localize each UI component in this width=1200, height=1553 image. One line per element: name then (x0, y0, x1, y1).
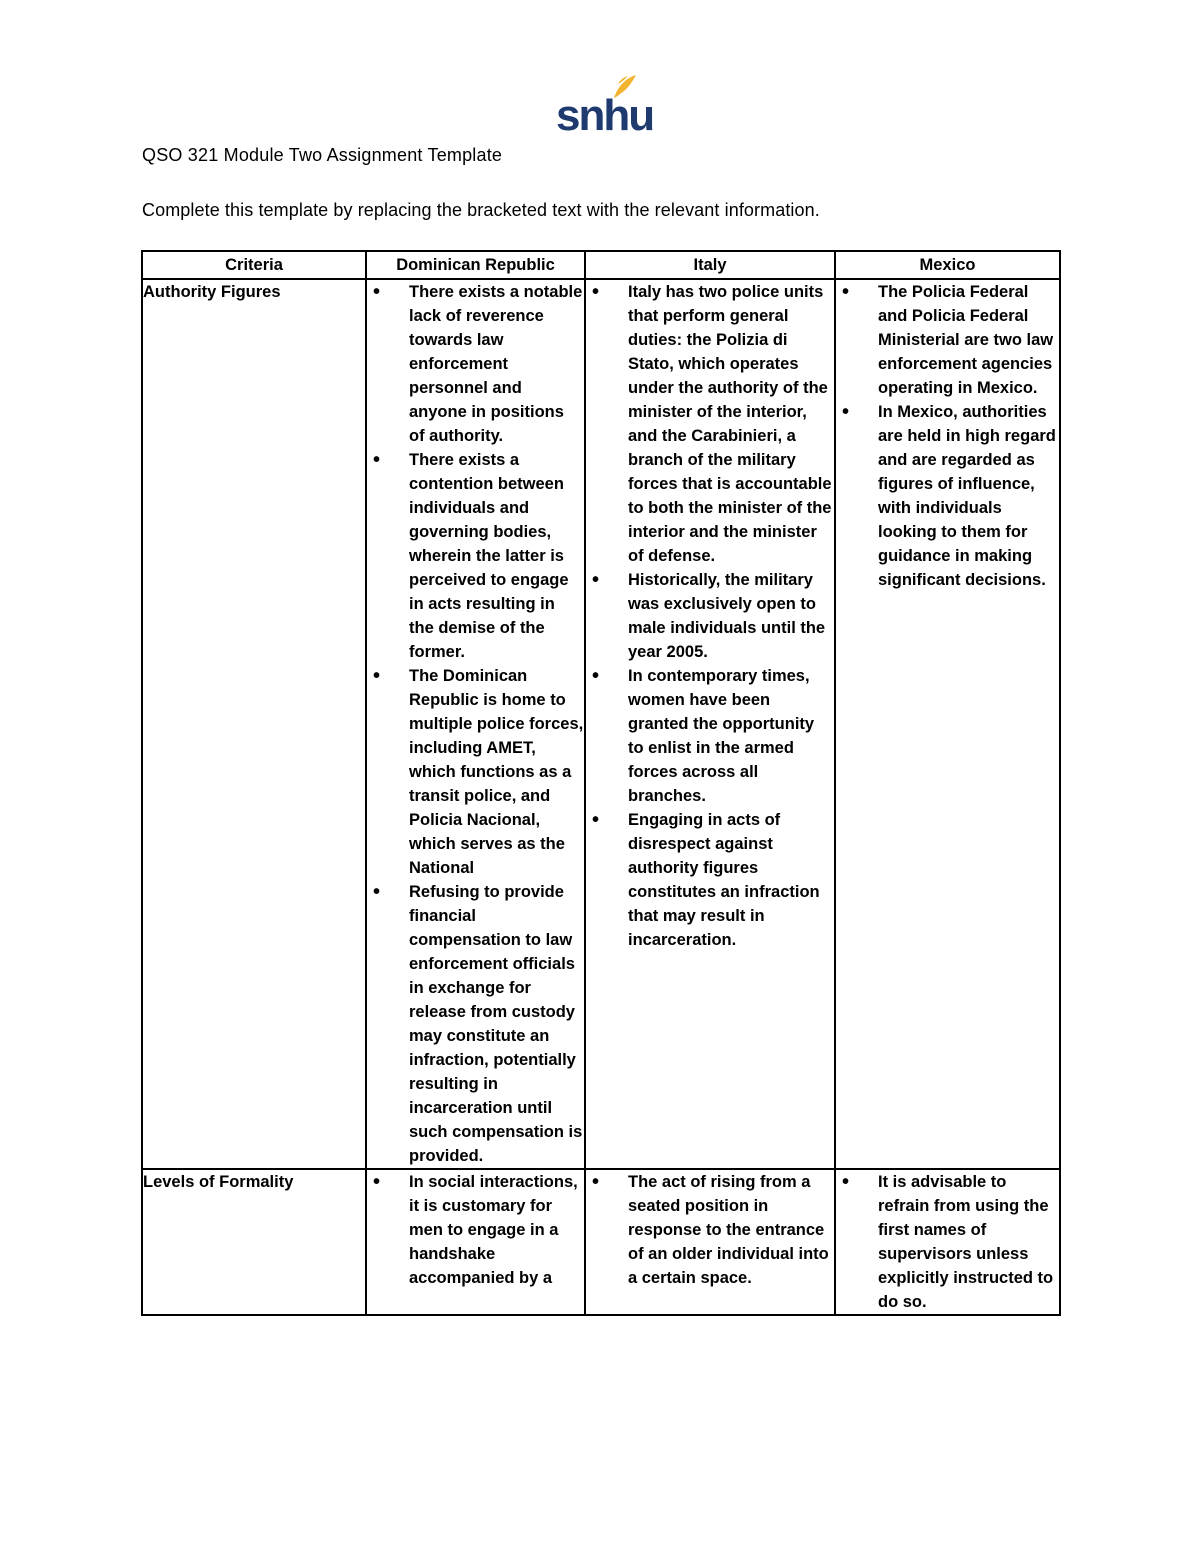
bullet-item: • There exists a notable lack of reverence towards law enforcement personnel and anyone in positions of authority. (367, 280, 584, 448)
italy-cell (585, 279, 835, 1169)
bullet-list (367, 1170, 584, 1290)
dominican-republic-cell (366, 279, 585, 1169)
table-header-row (142, 251, 1060, 279)
bullet-item: • The Dominican Republic is home to multiple police forces, including AMET, which functions as a transit police, and Policia Nacional, which serves as the National (367, 664, 584, 880)
snhu-logo-graphic (556, 72, 654, 140)
header-italy: Italy (585, 251, 835, 279)
bullet-list (836, 1170, 1059, 1314)
document-title: QSO 321 Module Two Assignment Template (142, 145, 503, 165)
logo-wordmark: snhu (556, 91, 654, 140)
bullet-item: • In Mexico, authorities are held in high regard and are regarded as figures of influence, with individuals looking to them for guidance in making significant decisions. (836, 400, 1059, 592)
bullet-item: • Italy has two police units that perform general duties: the Polizia di Stato, which operates under the authority of the minister of the interior, and the Carabinieri, a branch of the military forces that is accountable to both the minister of the interior and the minister of defense. (586, 280, 834, 568)
bullet-list (586, 1170, 834, 1290)
bullet-list (836, 280, 1059, 592)
bullet-item: • In social interactions, it is customary for men to engage in a handshake accompanied by a (367, 1170, 584, 1290)
bullet-list (367, 280, 584, 1168)
criteria-table (141, 250, 1061, 1316)
criteria-cell: Authority Figures (142, 279, 366, 1169)
bullet-item: • Refusing to provide financial compensation to law enforcement officials in exchange for release from custody may constitute an infraction, potentially resulting in incarceration until such compensation is provided. (367, 880, 584, 1168)
header-criteria: Criteria (142, 251, 366, 279)
bullet-item: • There exists a contention between individuals and governing bodies, wherein the latter is perceived to engage in acts resulting in the demise of the former. (367, 448, 584, 664)
template-instructions: Complete this template by replacing the bracketed text with the relevant information. (142, 200, 820, 220)
table-row-levels-of-formality (142, 1169, 1060, 1315)
bullet-item: • In contemporary times, women have been granted the opportunity to enlist in the armed forces across all branches. (586, 664, 834, 808)
bullet-list (586, 280, 834, 952)
bullet-item: • Engaging in acts of disrespect against authority figures constitutes an infraction that may result in incarceration. (586, 808, 834, 952)
criteria-cell: Levels of Formality (142, 1169, 366, 1315)
bullet-item: • The Policia Federal and Policia Federal Ministerial are two law enforcement agencies operating in Mexico. (836, 280, 1059, 400)
header-dominican-republic: Dominican Republic (366, 251, 585, 279)
mexico-cell (835, 279, 1060, 1169)
bullet-item: • The act of rising from a seated position in response to the entrance of an older individual into a certain space. (586, 1170, 834, 1290)
bullet-item: • It is advisable to refrain from using the first names of supervisors unless explicitly instructed to do so. (836, 1170, 1059, 1314)
table-row-authority-figures (142, 279, 1060, 1169)
dominican-republic-cell (366, 1169, 585, 1315)
bullet-item: • Historically, the military was exclusively open to male individuals until the year 2005. (586, 568, 834, 664)
mexico-cell (835, 1169, 1060, 1315)
header-mexico: Mexico (835, 251, 1060, 279)
snhu-logo (556, 72, 654, 140)
italy-cell (585, 1169, 835, 1315)
